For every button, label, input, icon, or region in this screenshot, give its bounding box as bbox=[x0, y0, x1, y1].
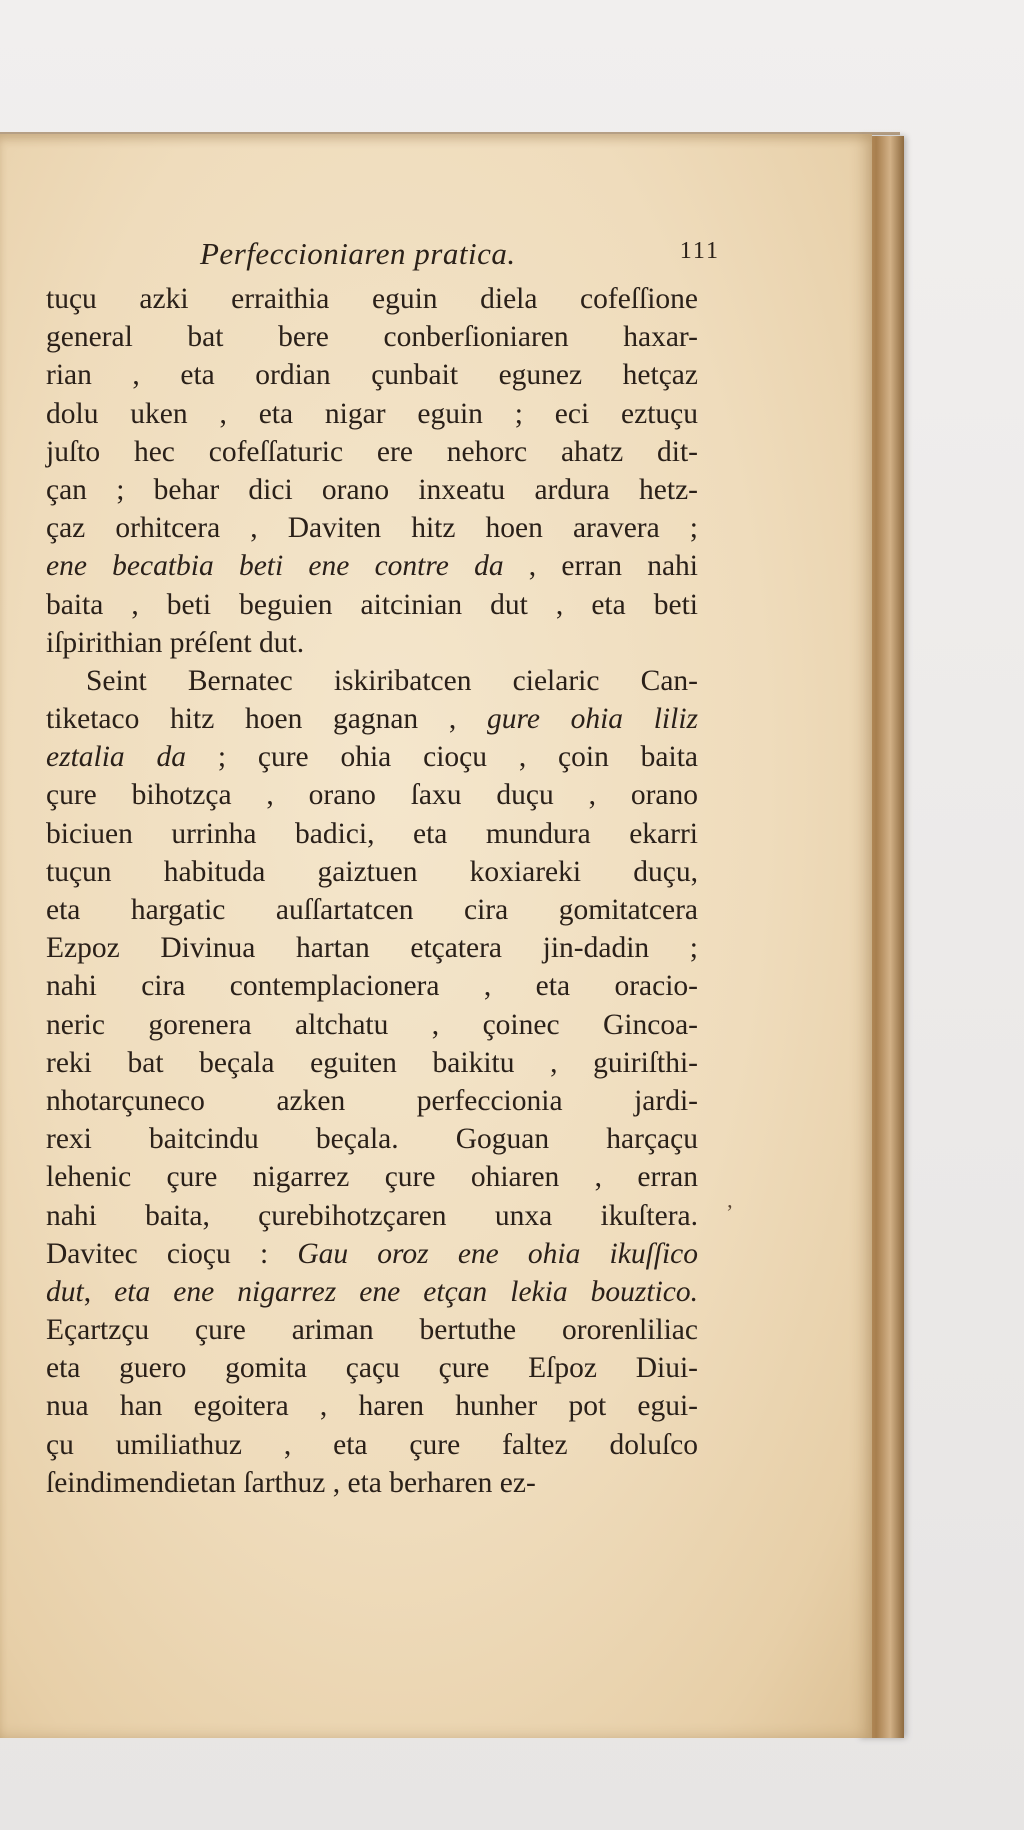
text-line bbox=[46, 891, 698, 929]
text-segment: neric gorenera altchatu , çoinec Gincoa- bbox=[46, 1008, 698, 1041]
body-text bbox=[46, 280, 698, 1502]
text-line bbox=[46, 1235, 698, 1273]
text-line bbox=[46, 471, 698, 509]
text-segment: biciuen urrinha badici, eta mundura ekarri bbox=[46, 817, 698, 850]
italic-text: dut bbox=[46, 1275, 84, 1308]
text-segment: nahi baita, çurebihotzçaren unxa ikuſtera. bbox=[46, 1199, 698, 1232]
text-line bbox=[46, 1311, 698, 1349]
text-segment: , bbox=[83, 1275, 115, 1308]
text-line bbox=[46, 1426, 698, 1464]
text-segment: iſpirithian préſent dut. bbox=[46, 626, 305, 659]
italic-text: Gau oroz ene ohia ikuſſico bbox=[297, 1237, 698, 1270]
text-segment: ſeindimendietan ſarthuz , eta berharen ez- bbox=[46, 1466, 536, 1499]
running-title: Perfeccioniaren pratica. bbox=[200, 236, 516, 271]
text-line bbox=[46, 280, 698, 318]
text-segment: çaz orhitcera , Daviten hitz hoen aravera ; bbox=[46, 512, 698, 545]
text-segment: nua han egoitera , haren hunher pot egui- bbox=[46, 1390, 698, 1423]
text-segment: , erran nahi bbox=[503, 550, 698, 583]
text-line bbox=[46, 700, 698, 738]
text-line bbox=[46, 1158, 698, 1196]
margin-mark: ʼ bbox=[726, 1200, 734, 1225]
text-line bbox=[46, 815, 698, 853]
text-segment: lehenic çure nigarrez çure ohiaren , erran bbox=[46, 1161, 698, 1194]
text-segment: Ezpoz Divinua hartan etçatera jin-dadin ; bbox=[46, 932, 698, 965]
text-segment: nahi cira contemplacionera , eta oracio- bbox=[46, 970, 698, 1003]
text-segment: ; çure ohia cioçu , çoin baita bbox=[186, 741, 698, 774]
text-line bbox=[46, 1120, 698, 1158]
text-line bbox=[46, 1349, 698, 1387]
text-line bbox=[46, 776, 698, 814]
text-line bbox=[46, 662, 698, 700]
text-line bbox=[46, 1082, 698, 1120]
text-segment: tuçu azki erraithia eguin diela cofeſſione bbox=[46, 283, 698, 315]
text-line bbox=[46, 586, 698, 624]
text-line bbox=[46, 1273, 698, 1311]
text-segment: eta hargatic auſſartatcen cira gomitatcera bbox=[46, 894, 698, 926]
text-line bbox=[46, 356, 698, 394]
italic-text: gure ohia liliz bbox=[486, 703, 698, 736]
text-line bbox=[46, 853, 698, 891]
text-segment: general bat bere conberſioniaren haxar- bbox=[46, 321, 698, 354]
text-line bbox=[46, 1006, 698, 1044]
text-segment: juſto hec cofeſſaturic ere nehorc ahatz dit- bbox=[46, 435, 698, 468]
text-line bbox=[46, 929, 698, 967]
text-segment: nhotarçuneco azken perfeccionia jardi- bbox=[46, 1084, 698, 1117]
text-line bbox=[46, 967, 698, 1005]
text-line bbox=[46, 1464, 698, 1502]
text-segment: reki bat beçala eguiten baikitu , guiriſthi- bbox=[46, 1046, 698, 1079]
text-segment: Eçartzçu çure ariman bertuthe ororenliliac bbox=[46, 1314, 698, 1347]
text-segment: çan ; behar dici orano inxeatu ardura hetz- bbox=[46, 473, 698, 506]
text-segment: rian , eta ordian çunbait egunez hetçaz bbox=[46, 359, 698, 392]
text-line bbox=[46, 1044, 698, 1082]
text-line bbox=[46, 1197, 698, 1235]
text-line bbox=[46, 738, 698, 776]
page-number: 111 bbox=[679, 238, 720, 264]
text-segment: rexi baitcindu beçala. Goguan harçaçu bbox=[46, 1123, 698, 1156]
italic-text: eta ene nigarrez ene etçan lekia bouztico. bbox=[114, 1275, 699, 1308]
text-segment: baita , beti beguien aitcinian dut , eta beti bbox=[46, 588, 698, 621]
text-line bbox=[46, 318, 698, 356]
text-line bbox=[46, 624, 698, 662]
italic-text: eztalia da bbox=[46, 741, 186, 774]
text-segment: çure bihotzça , orano ſaxu duçu , orano bbox=[46, 779, 698, 812]
text-line bbox=[46, 1387, 698, 1425]
text-segment: tuçun habituda gaiztuen koxiareki duçu, bbox=[46, 855, 698, 888]
text-segment: Davitec cioçu : bbox=[46, 1237, 298, 1270]
italic-text: ene becatbia beti ene contre da bbox=[46, 550, 504, 583]
text-segment: çu umiliathuz , eta çure faltez doluſco bbox=[46, 1428, 698, 1461]
text-line bbox=[46, 395, 698, 433]
text-line bbox=[46, 547, 698, 585]
text-segment: dolu uken , eta nigar eguin ; eci eztuçu bbox=[46, 397, 698, 430]
text-line bbox=[46, 433, 698, 471]
text-line bbox=[46, 509, 698, 547]
text-segment: Seint Bernatec iskiribatcen cielaric Can- bbox=[86, 664, 698, 697]
text-segment: eta guero gomita çaçu çure Eſpoz Diui- bbox=[46, 1352, 698, 1385]
running-head bbox=[200, 236, 720, 276]
text-segment: tiketaco hitz hoen gagnan , bbox=[46, 703, 487, 736]
